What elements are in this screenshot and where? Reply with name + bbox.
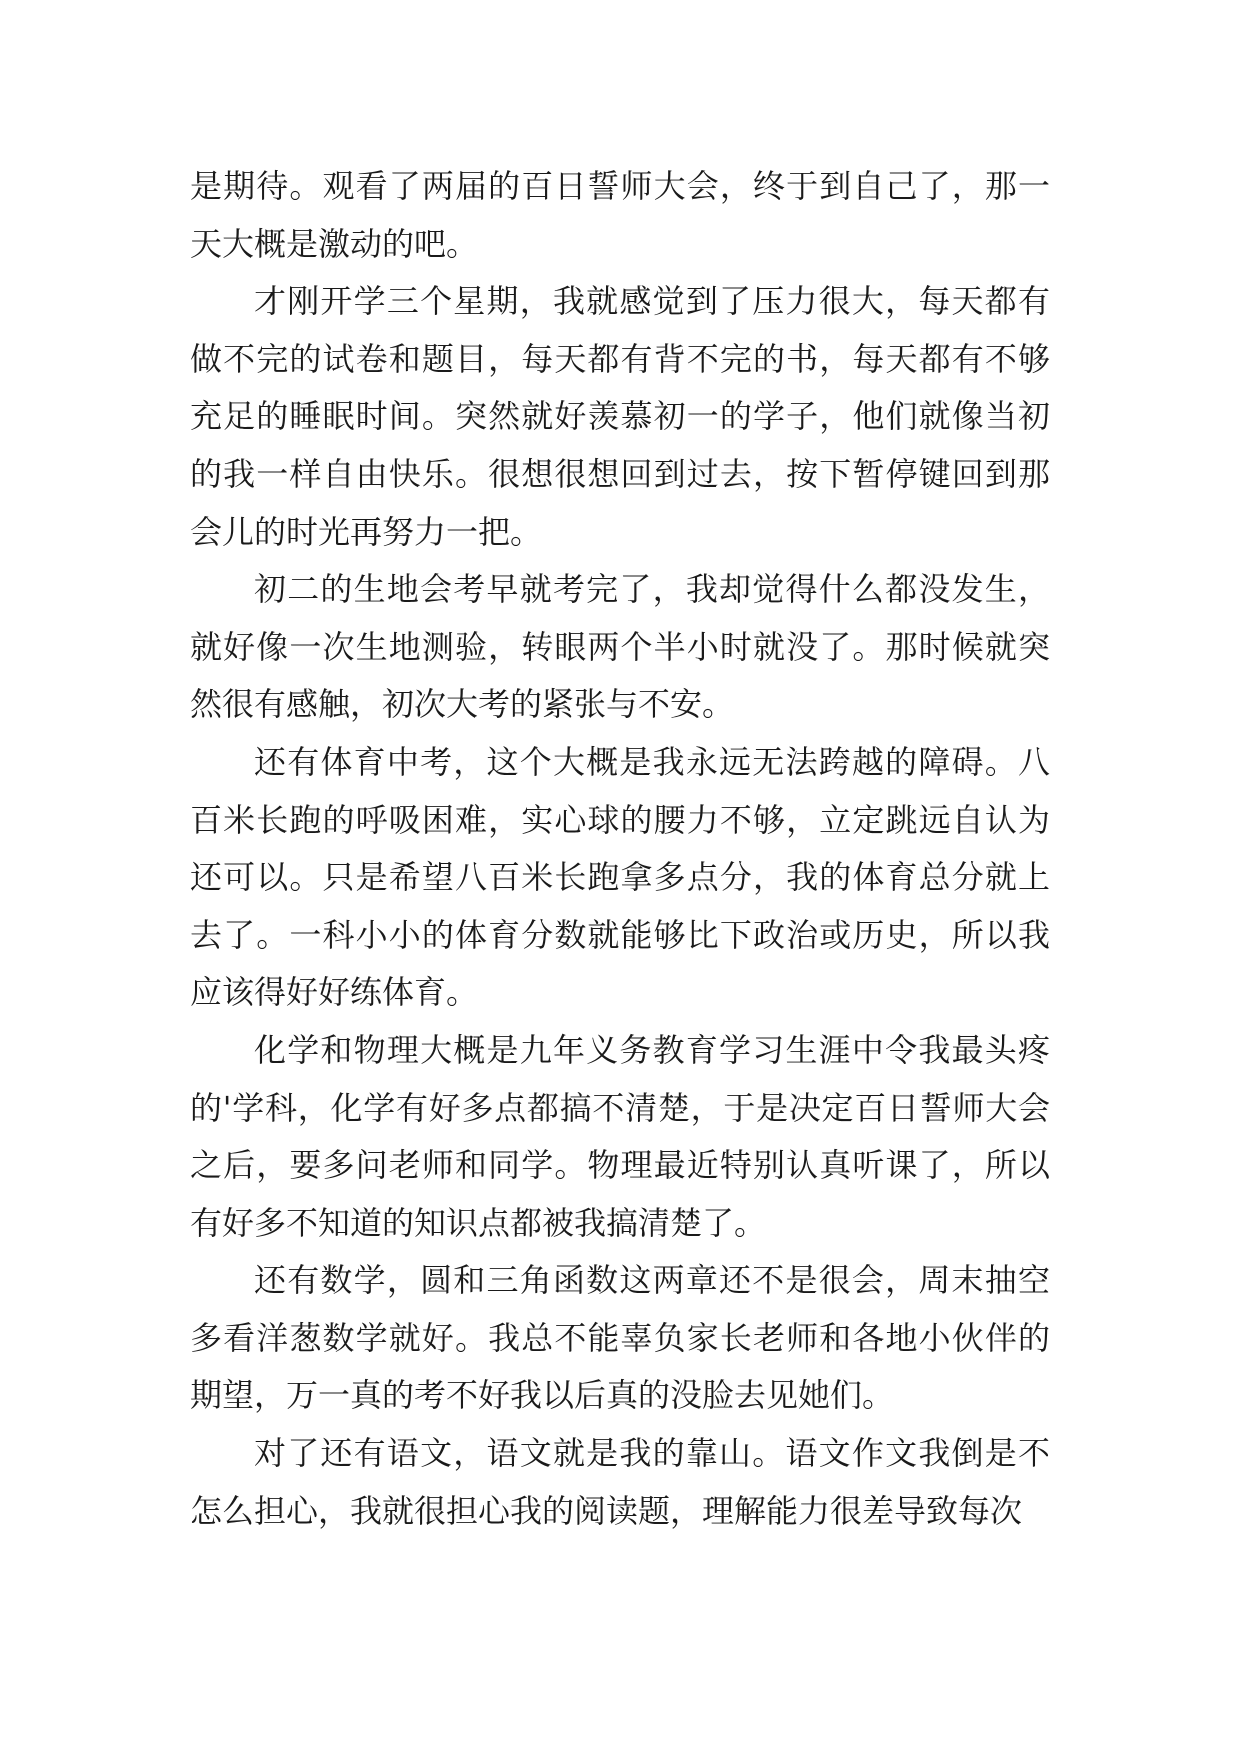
paragraph-3: 初二的生地会考早就考完了，我却觉得什么都没发生，就好像一次生地测验，转眼两个半小时就没了。那时候就突然很有感触，初次大考的紧张与不安。 xyxy=(190,570,1050,724)
document-body xyxy=(190,158,1050,1540)
paragraph-2: 才刚开学三个星期，我就感觉到了压力很大，每天都有做不完的试卷和题目，每天都有背不完的书，每天都有不够充足的睡眠时间。突然就好羡慕初一的学子，他们就像当初的我一样自由快乐。很想很想回到过去，按下暂停键回到那会儿的时光再努力一把。 xyxy=(190,282,1050,551)
paragraph-4: 还有体育中考，这个大概是我永远无法跨越的障碍。八百米长跑的呼吸困难，实心球的腰力不够，立定跳远自认为还可以。只是希望八百米长跑拿多点分，我的体育总分就上去了。一科小小的体育分数就能够比下政治或历史，所以我应该得好好练体育。 xyxy=(190,742,1050,1012)
paragraph-7: 对了还有语文，语文就是我的靠山。语文作文我倒是不怎么担心，我就很担心我的阅读题，理解能力很差导致每次 xyxy=(190,1434,1050,1530)
paragraph-1: 是期待。观看了两届的百日誓师大会，终于到自己了，那一天大概是激动的吧。 xyxy=(190,167,1050,263)
paragraph-6: 还有数学，圆和三角函数这两章还不是很会，周末抽空多看洋葱数学就好。我总不能辜负家长老师和各地小伙伴的期望，万一真的考不好我以后真的没脸去见她们。 xyxy=(190,1261,1050,1415)
paragraph-5: 化学和物理大概是九年义务教育学习生涯中令我最头疼的'学科，化学有好多点都搞不清楚，于是决定百日誓师大会之后，要多问老师和同学。物理最近特别认真听课了，所以有好多不知道的知识点都被我搞清楚了。 xyxy=(190,1030,1050,1242)
